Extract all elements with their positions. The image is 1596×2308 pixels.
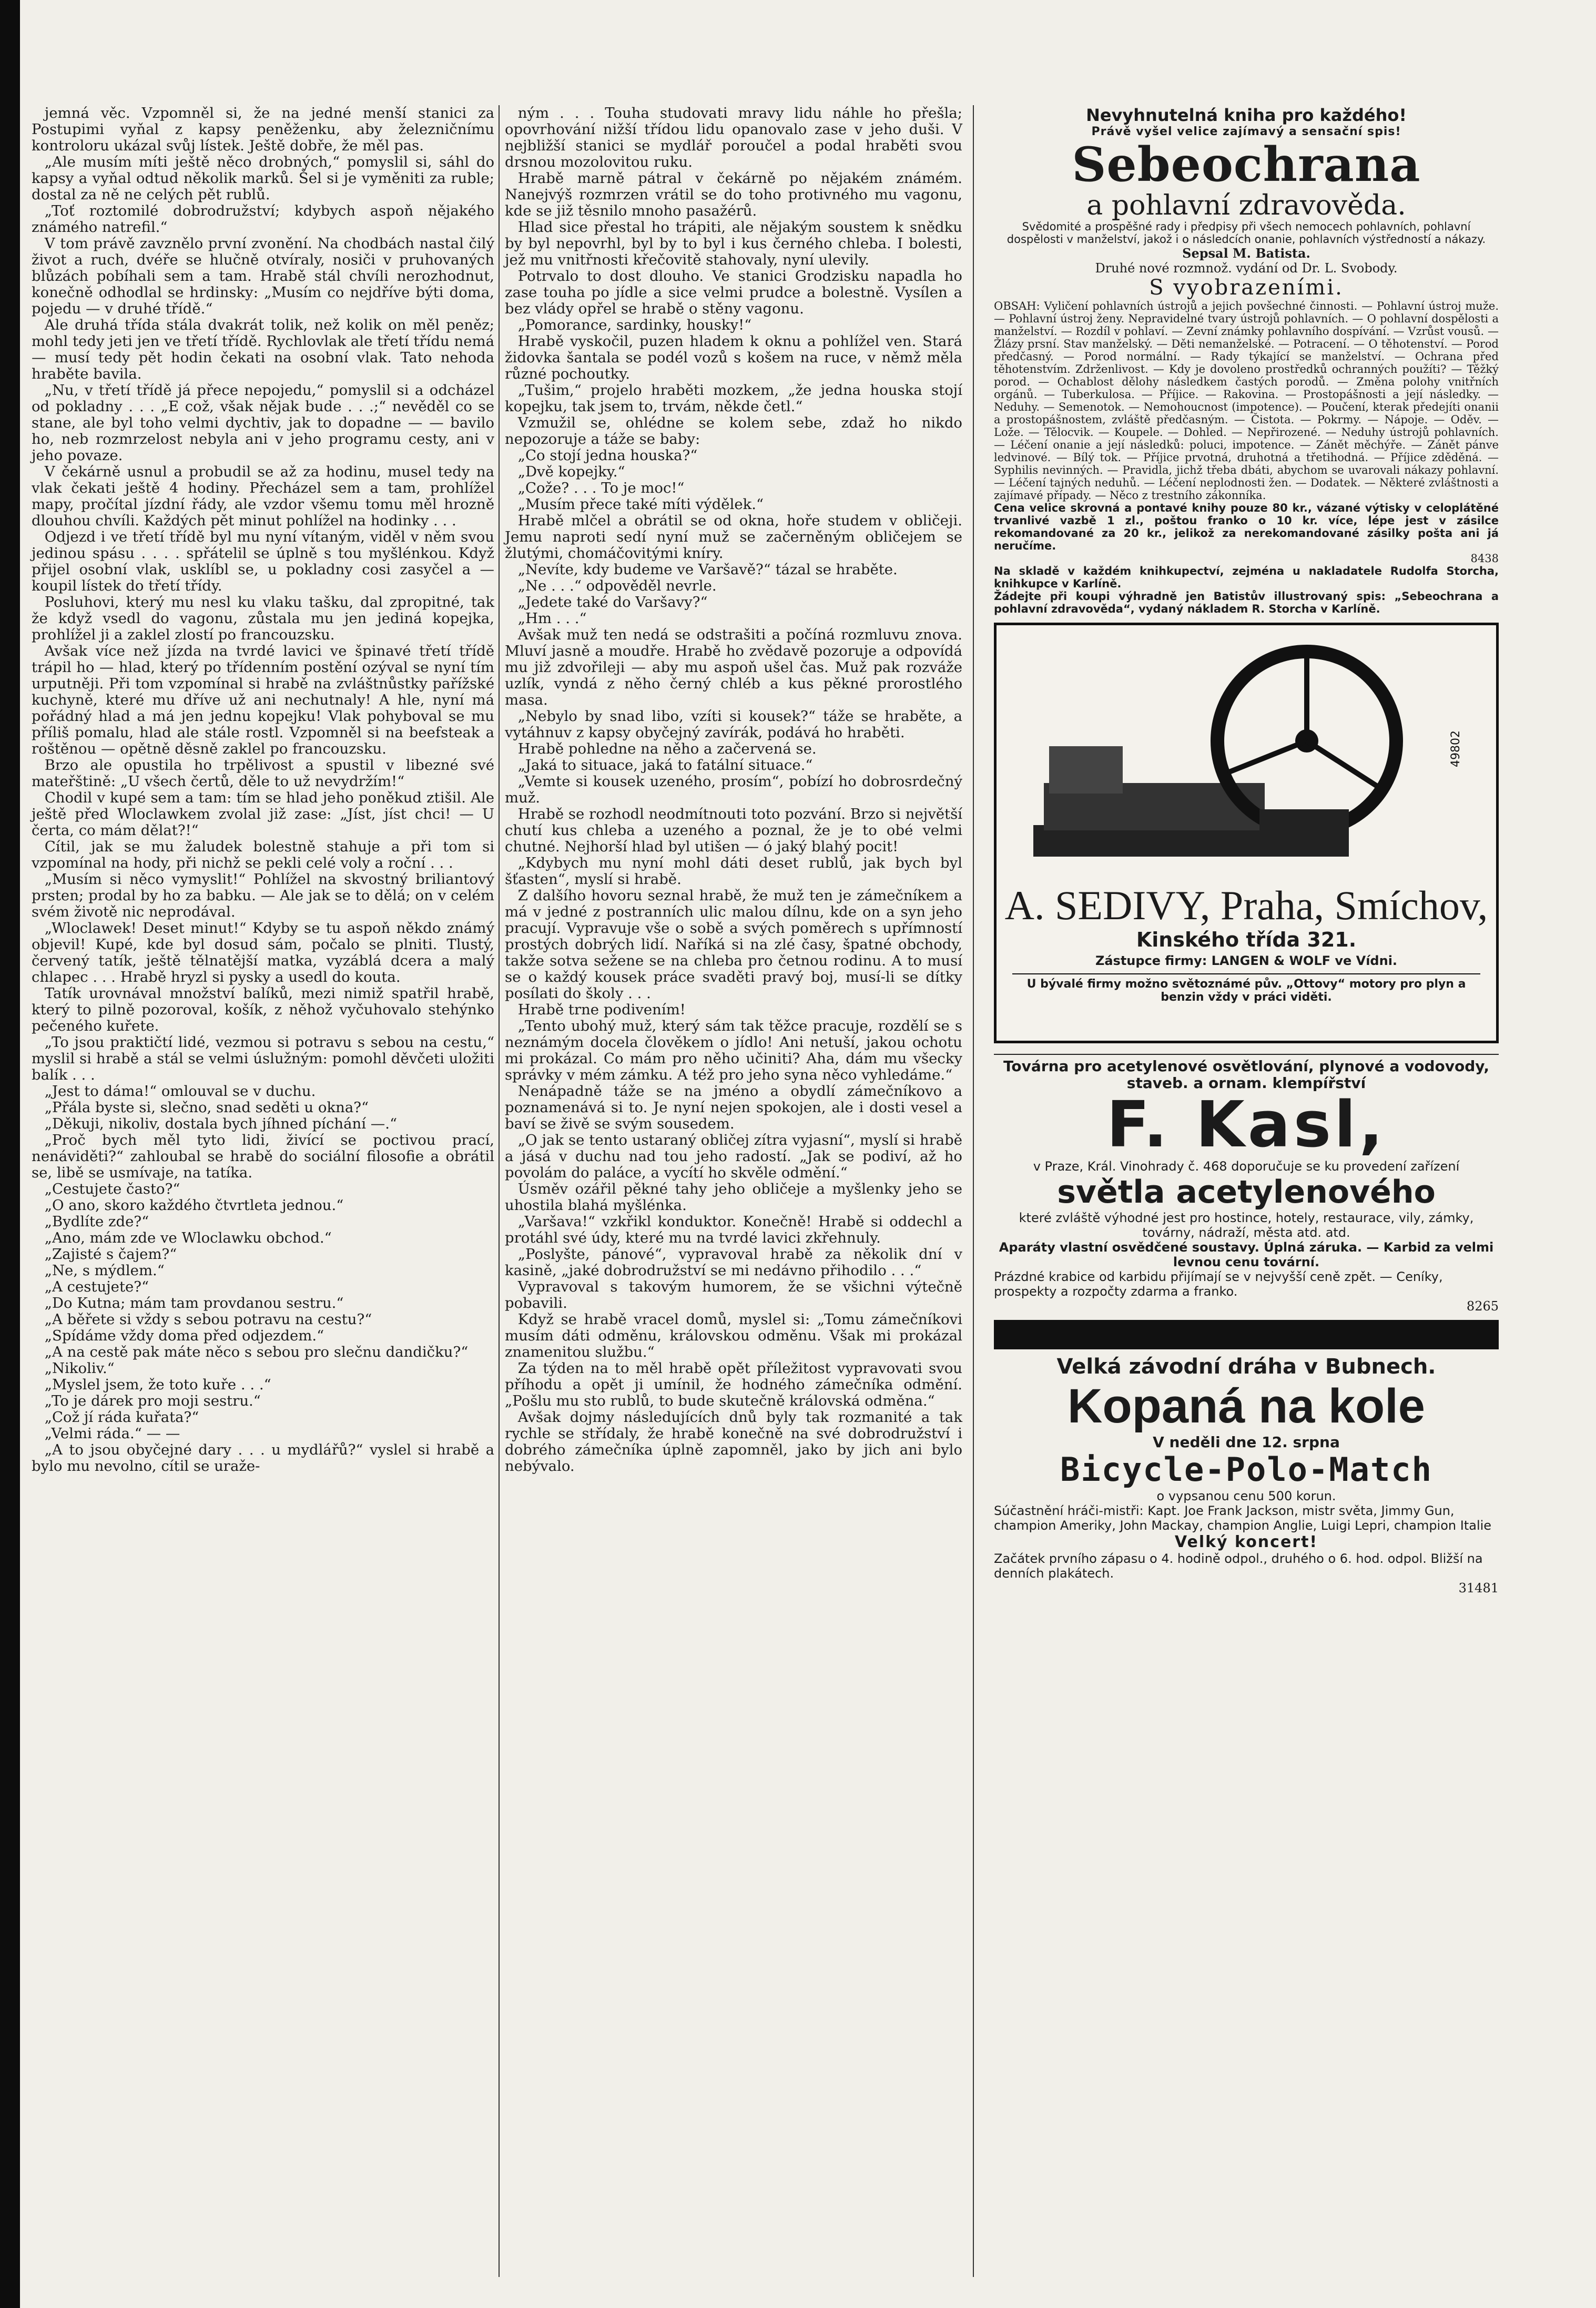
ad-request: Žádejte při koupi výhradně jen Batistův illustrovaný spis: „Sebeochrana a pohlavní zdravověda“, vydaný nákladem R. Storcha v Karlíně. bbox=[994, 590, 1499, 615]
paragraph: „Kdybych mu nyní mohl dáti deset rublů, jak bych byl šťasten“, myslí si hrabě. bbox=[505, 855, 962, 888]
paragraph: „Proč bych měl tyto lidi, živící se poctivou prací, nenáviděti?“ zahloubal se hrabě do sociální filosofie a obrátil se, libě se usmívaje, na tatíka. bbox=[32, 1132, 494, 1181]
ad-concert: Velký koncert! bbox=[1174, 1533, 1318, 1551]
dialogue-line: „To je dárek pro moji sestru.“ bbox=[44, 1392, 261, 1409]
ad-prize: o vypsanou cenu 500 korun. bbox=[1156, 1489, 1336, 1503]
newspaper-page bbox=[32, 84, 1588, 2293]
ad-code: 8438 bbox=[1470, 552, 1499, 565]
paragraph: V čekárně usnul a probudil se až za hodinu, musel tedy na vlak čekati ještě 4 hodiny. Přecházel sem a tam, prohlížel mapy, pročítal jízdní řády, ale vzdor všemu tomu měl hrozně dlouhou chvíli. Každých pět minut pohlížel na hodinky . . . bbox=[32, 463, 494, 529]
ad-stock: Na skladě v každém knihkupectví, zejména u nakladatele Rudolfa Storcha, knihkupce v Karlíně. bbox=[994, 565, 1499, 590]
paragraph: Cítil, jak se mu žaludek bolestně stahuje a při tom si vzpomínal na hody, při nichž se pekli celé voly a roční . . . bbox=[32, 838, 494, 871]
advertisement-column bbox=[994, 105, 1499, 1595]
paragraph: Ale druhá třída stála dvakrát tolik, než kolik on měl peněz; mohl tedy jeti jen ve třetí třídě. Rychlovlak ale třetí třídu nemá — musí tedy pět hodin čekati na osobní vlak. Tato nehoda hraběte bavila. bbox=[32, 317, 494, 382]
ad-black-bar bbox=[994, 1320, 1499, 1349]
paragraph: Odjezd i ve třetí třídě byl mu nyní vítaným, viděl v něm svou jedinou spásu . . . . spřátelil se úplně s tou myšlénkou. Když přijel osobní vlak, usklíbl se, u pokladny cosi zasyčel a — koupil lístek do třetí třídy. bbox=[32, 528, 494, 594]
dialogue-line: „Cestujete často?“ bbox=[44, 1181, 180, 1197]
paragraph: „O jak se tento ustaraný obličej zítra vyjasní“, myslí si hrabě a jásá v duchu nad tou jeho radostí. „Jak se podiví, až ho povolám do paláce, a vycítí ho skvěle odmění.“ bbox=[505, 1132, 962, 1181]
dialogue-line: „Ne . . .“ odpověděl nevrle. bbox=[517, 577, 717, 594]
paragraph: „Tento ubohý muž, který sám tak těžce pracuje, rozdělí se s neznámým docela člověkem o jídlo! Ani netuší, jakou ochotu mi prokázal. Co mám pro něho učiniti? Aha, dám mu všecky správky v mém zámku. A též pro jeho syna něco vyhledáme.“ bbox=[505, 1018, 962, 1083]
paragraph: Posluhovi, který mu nesl ku vlaku tašku, dal zpropitné, tak že když vsedl do vagonu, zůstala mu jen jediná kopejka, prohlížel ji a zaklel zlostí po francouzsku. bbox=[32, 594, 494, 643]
ad-headline: Továrna pro acetylenové osvětlování, plynové a vodovody, staveb. a ornam. klempířství bbox=[1003, 1058, 1489, 1092]
paragraph: „Wloclawek! Deset minut!“ Kdyby se tu aspoň někdo známý objevil! Kupé, kde byl dosud sám, počalo se plniti. Tlustý, červený tatík, ještě tělnatější matka, vyzáblá dcera a malý chlapec . . . Hrabě hryzl si pysky a usedl do kouta. bbox=[32, 920, 494, 985]
dialogue-line: „Jedete také do Varšavy?“ bbox=[517, 594, 708, 611]
dialogue-line: „A běřete si vždy s sebou potravu na cestu?“ bbox=[44, 1311, 372, 1328]
dialogue-line: „Což jí ráda kuřata?“ bbox=[44, 1409, 199, 1426]
dialogue-line: „Jaká to situace, jaká to fatální situace.“ bbox=[517, 757, 813, 774]
ad-note: U bývalé firmy možno světoznámé pův. „Ottovy“ motory pro plyn a benzin vždy v práci viděti. bbox=[1012, 973, 1480, 1004]
dialogue-line: „Děkuji, nikoliv, dostala bych jíhned píchání —.“ bbox=[44, 1115, 398, 1132]
ad-code: 8265 bbox=[1466, 1299, 1499, 1314]
ad-address: v Praze, Král. Vinohrady č. 468 doporučuje se ku provedení zařízení bbox=[1033, 1159, 1460, 1174]
dialogue-line: „A cestujete?“ bbox=[44, 1278, 149, 1295]
ad-company-name: A. SEDIVY, Praha, Smíchov, bbox=[1004, 882, 1488, 928]
paragraph: „Toť roztomilé dobrodružství; kdybych aspoň nějakého známého natrefil.“ bbox=[32, 202, 494, 236]
paragraph: „Poslyšte, pánové“, vypravoval hrabě za několik dní v kasině, „jaké dobrodružství se mi nedávno přihodilo . . .“ bbox=[505, 1246, 962, 1279]
ad-subtitle: a pohlavní zdravověda. bbox=[1086, 190, 1406, 221]
paragraph: ným . . . Touha studovati mravy lidu náhle ho přešla; opovrhování nižší třídou lidu opanovalo zase v jeho duši. V nejbližší stanici se mydlář poroučel a podal hraběti svou drsnou mozolovitou ruku. bbox=[505, 105, 962, 170]
paragraph: Hrabě mlčel a obrátil se od okna, hoře studem v obličeji. Jemu naproti sedí nyní muž se začerněným obličejem se žlutými, chomáčovitými kníry. bbox=[505, 512, 962, 562]
paragraph: Tatík urovnával množství balíků, mezi nimiž spatřil hrabě, který to pilně pozoroval, košík, z něhož vyčuhovalo stehýnko pečeného kuřete. bbox=[32, 985, 494, 1034]
dialogue-line: „Přála byste si, slečno, snad seděti u okna?“ bbox=[44, 1099, 369, 1116]
paragraph: „Nu, v třetí třídě já přece nepojedu,“ pomyslil si a odcházel od pokladny . . . „E což, však nějak bude . . .;“ nevěděl co se stane, ale byl toho velmi dychtiv, jak to dopadne — — bavilo ho, neb rozmrzelost nebyla ani v jeho programu cesty, ani v jeho povaze. bbox=[32, 382, 494, 464]
paragraph: Chodil v kupé sem a tam: tím se hlad jeho poněkud ztišil. Ale ještě před Wloclawkem zvolal již zase: „Jíst, jíst chci! — U čerta, co mám dělat?!“ bbox=[32, 789, 494, 839]
ad-representatives: Zástupce firmy: LANGEN & WOLF ve Vídni. bbox=[1095, 953, 1398, 968]
dialogue-line: „Myslel jsem, že toto kuře . . .“ bbox=[44, 1376, 271, 1393]
story-column-1 bbox=[32, 105, 494, 1475]
ad-tail: Prázdné krabice od karbidu přijímají se v nejvyšší ceně zpět. — Ceníky, prospekty a rozpočty zdarma a franko. bbox=[994, 1269, 1443, 1299]
ad-title: Velká závodní dráha v Bubnech. bbox=[1056, 1355, 1436, 1379]
paragraph: Za týden na to měl hrabě opět příležitost vypravovati svou příhodu a opět ji umínil, že hodného zámečníka odmění. „Pošlu mu sto rublů, to bude skutečně královská odměna.“ bbox=[505, 1360, 962, 1409]
paragraph: Hrabě se rozhodl neodmítnouti toto pozvání. Brzo si největší chutí kus chleba a uzeného a poznal, že je to obé velmi chutné. Nejhorší hlad byl utišen — ó jaký blahý pocit! bbox=[505, 806, 962, 855]
ad-bicycle-polo bbox=[994, 1355, 1499, 1595]
ad-header: Nevyhnutelná kniha pro každého! bbox=[1086, 105, 1407, 125]
paragraph: „Tušim,“ projelo hraběti mozkem, „že jedna houska stojí kopejku, tak jsem to, trvám, někde četl.“ bbox=[505, 382, 962, 415]
dialogue-line: „Jest to dáma!“ omlouval se v duchu. bbox=[44, 1083, 316, 1100]
ad-start: Začátek prvního zápasu o 4. hodině odpol., druhého o 6. hod. odpol. Bližší na denních plakátech. bbox=[994, 1551, 1483, 1581]
dialogue-line: „Ne, s mýdlem.“ bbox=[44, 1262, 165, 1279]
paragraph: Avšak muž ten nedá se odstrašiti a počíná rozmluvu znova. Mluví jasně a moudře. Hrabě ho zvědavě pozoruje a odpovídá mu již zdvořileji — aby mu aspoň ušel čas. Muž pak rozváže uzlík, vyndá z něho černý chléb a kus pěkné prorostlého masa. bbox=[505, 626, 962, 708]
dialogue-line: „Zajisté s čajem?“ bbox=[44, 1246, 177, 1263]
paragraph: Hrabě pohledne na něho a začervená se. bbox=[517, 740, 817, 757]
gas-engine-illustration bbox=[1012, 636, 1486, 878]
ad-contents: OBSAH: Vyličení pohlavních ústrojů a jejich povšechné činnosti. — Pohlavní ústroj muže. — Pohlavní ústroj ženy. Nepravidelné tvary ústrojů pohlavních. — O pohlavní dospělosti a manželství. — Rozdíl v pohlaví. — Zevní známky pohlavního dospívání. — Vzrůst vousů. — Žlázy prsní. Stav manželský. — Děti nemanželské. — Potracení. — O těhotenství. — Porod předčasný. — Porod normální. — Rady týkající se manželství. — Ochrana před těhotenstvím. Zdrženlivost. — Kdy je dovoleno prostředků ochranných použíti? — Těžký porod. — Ochablost dělohy následkem častých porodů. — Změna polohy vnitřních orgánů. — Tuberkulosa. — Příjice. — Rakovina. — Prostopášnosti a její následky. — Neduhy. — Semenotok. — Nemohoucnost (impotence). — Poučení, kterak předejíti onanii a prostopášnostem, zvláště předčasným. — Čistota. — Pokrmy. — Nápoje. — Oděv. — Lože. — Tělocvik. — Koupele. — Dohled. — Nepřirozené. — Neduhy ústrojů pohlavních. — Léčení onanie a její následků: poluci, impotence. — Zánět měchýře. — Zánět pánve ledvinové. — Bílý tok. — Příjice prvotná, druhotná a třetihodná. — Příjice zděděná. — Syphilis nevinných. — Pravidla, jichž třeba dbáti, abychom se uvarovali nákazy pohlavní. — Léčení tajných neduhů. — Léčení neplodnosti žen. — Dodatek. — Některé zvláštnosti a zajímavé případy. — Něco z trestního zákonníka. bbox=[994, 300, 1499, 502]
dialogue-line: „O ano, skoro každého čtvrtleta jednou.“ bbox=[44, 1197, 344, 1214]
dialogue-line: „Cože? . . . To je moc!“ bbox=[517, 480, 685, 496]
dialogue-line: „Co stojí jedna houska?“ bbox=[517, 447, 698, 464]
paragraph: Z dalšího hovoru seznal hrabě, že muž ten je zámečníkem a má v jedné z postranních ulic malou dílnu, kde on a syn jeho pracují. Vypravuje vše o sobě a svých poměrech s upřímností prostých dobrých lidí. Naříká si na zlé časy, špatné obchody, takže sotva sežene se na chleba pro četnou rodinu. A to musí se o každý kousek práce svaděti pravý boj, musí-li se dítky posílati do školy . . . bbox=[505, 887, 962, 1002]
paragraph: jemná věc. Vzpomněl si, že na jedné menší stanici za Postupimi vyňal z kapsy peněženku, aby železničnímu kontroloru ukázal svůj lístek. Ještě dobře, že měl pas. bbox=[32, 105, 494, 154]
paragraph: „Varšava!“ vzkřikl konduktor. Konečně! Hrabě si oddechl a protáhl své údy, které mu na tvrdé lavici zkřehnuly. bbox=[505, 1213, 962, 1246]
ad-date: V neděli dne 12. srpna bbox=[1153, 1433, 1340, 1451]
ad-apparatus: Aparáty vlastní osvědčené soustavy. Úplná záruka. — Karbid za velmi levnou cenu tovární. bbox=[999, 1240, 1494, 1269]
dialogue-line: „Pomorance, sardinky, housky!“ bbox=[517, 317, 752, 333]
paragraph: „Ale musím míti ještě něco drobných,“ pomyslil si, sáhl do kapsy a vyňal odtud několik marků. Šel si je vyměniti za ruble; dostal za ně ne celých pět rublů. bbox=[32, 154, 494, 203]
paragraph: Hlad sice přestal ho trápiti, ale nějakým soustem k snědku by byl nepovrhl, byl by to byl i kus černého chleba. I bolesti, jež mu vnitřnosti křečovitě stahovaly, nyní ulevily. bbox=[505, 219, 962, 268]
paragraph: Hrabě vyskočil, puzen hladem k oknu a pohlížel ven. Stará židovka šantala se podél vozů s košem na ruce, v němž měla různé pochoutky. bbox=[505, 333, 962, 382]
dialogue-line: „Musím přece také míti výdělek.“ bbox=[517, 496, 764, 513]
ad-code: 31481 bbox=[1458, 1581, 1499, 1595]
paragraph: Potrvalo to dost dlouho. Ve stanici Grodzisku napadla ho zase touha po jídle a sice velmi prudce a bolestně. Vysílen a bez vlády opřel se hrabě o stěny vagonu. bbox=[505, 268, 962, 317]
paragraph: V tom právě zavznělo první zvonění. Na chodbách nastal čilý život a ruch, dvéře se hlučně otvíraly, nosiči v pruhovaných blůzách pobíhali sem a tam. Hrabě stál chvíli nerozhodnut, konečně odhodlal se hrdinsky: „Musím co nejdříve býti doma, pojedu — v druhé třídě.“ bbox=[32, 235, 494, 317]
ad-kasl bbox=[994, 1058, 1499, 1314]
paragraph: Hrabě trne podivením! bbox=[517, 1001, 686, 1018]
ad-divider bbox=[994, 1054, 1499, 1055]
ad-street: Kinského třída 321. bbox=[1136, 928, 1357, 951]
paragraph: Brzo ale opustila ho trpělivost a spustil v libezné své mateřštině: „U všech čertů, děle to už nevydržím!“ bbox=[32, 757, 494, 790]
story-column-2 bbox=[505, 105, 962, 1475]
paragraph: „Nebylo by snad libo, vzíti si kousek?“ táže se hraběte, a vytáhnuv z kapsy obyčejný zavírák, podává ho hraběti. bbox=[505, 708, 962, 741]
ad-big-title: Kopaná na kole bbox=[1068, 1379, 1425, 1433]
paragraph: Avšak více než jízda na tvrdé lavici ve špinavé třetí třídě trápil ho — hlad, který po třídenním postění ozýval se nyní tím urputněji. Při tom vzpomínal si hrabě na zvláštnůstky pařížské kuchyně, které mu dříve už ani nechutnaly! A hle, nyní má pořádný hlad a má jen jednu kopejku! Vlak pohyboval se mu příliš pomalu, hlad ale stále rostl. Vzpomněl si na beefsteak a roštěnou — opětně děsně zaklel po francouzsku. bbox=[32, 643, 494, 757]
paragraph: Vzmužil se, ohlédne se kolem sebe, zdaž ho nikdo nepozoruje a táže se baby: bbox=[505, 414, 962, 448]
dialogue-line: „Velmi ráda.“ — — bbox=[44, 1425, 180, 1442]
ad-players: Súčastnění hráči-mistři: Kapt. Joe Frank Jackson, mistr světa, Jimmy Gun, champion Ameriky, John Mackay, champion Anglie, Luigi Lepri, champion Italie bbox=[994, 1503, 1492, 1533]
dialogue-line: „Ano, mám zde ve Wloclawku obchod.“ bbox=[44, 1229, 332, 1246]
column-rule bbox=[499, 105, 500, 2277]
dialogue-line: „Hm . . .“ bbox=[517, 610, 587, 627]
paragraph: „To jsou praktičtí lidé, vezmou si potravu s sebou na cestu,“ myslil si hrabě a stál se velmi úslužným: pomohl děvčeti uložiti balík . . . bbox=[32, 1034, 494, 1083]
paragraph: Avšak dojmy následujících dnů byly tak rozmanité a tak rychle se střídaly, že hrabě konečně na své dobrodružství i dobrého zámečníka úplně zapomněl, jako by jich ani bylo nebývalo. bbox=[505, 1409, 962, 1475]
ad-event: Bicycle-Polo-Match bbox=[1060, 1450, 1432, 1489]
paragraph: Úsměv ozářil pěkné tahy jeho obličeje a myšlenky jeho se uhostila blahá myšlénka. bbox=[505, 1181, 962, 1214]
dialogue-line: „A na cestě pak máte něco s sebou pro slečnu dandičku?“ bbox=[44, 1344, 469, 1360]
dialogue-line: „Nikoliv.“ bbox=[44, 1360, 115, 1377]
ad-edition: Druhé nové rozmnož. vydání od Dr. L. Svobody. bbox=[1095, 261, 1398, 276]
scan-border bbox=[0, 0, 20, 2308]
ad-description: Svědomité a prospěšné rady i předpisy při všech nemocech pohlavních, pohlavní dospělosti v manželství, jakož i o následcích onanie, pohlavních výstředností a nákazy. bbox=[1007, 220, 1486, 246]
ad-subheader: Právě vyšel velice zajímavý a sensační spis! bbox=[1091, 125, 1401, 138]
ad-price: Cena velice skrovná a pontavé knihy pouze 80 kr., vázané výtisky v celoplátěné trvanlivé vazbě 1 zl., poštou franko o 10 kr. více, lépe jest v zásilce rekomandované za 20 kr., jelikož za nerekomandované zásilky pošta ani já neručíme. bbox=[994, 502, 1499, 552]
ad-sedivy bbox=[994, 623, 1499, 1043]
ad-illustrations: S vyobrazeními. bbox=[1149, 276, 1344, 300]
dialogue-line: „Dvě kopejky.“ bbox=[517, 463, 625, 480]
column-rule bbox=[973, 105, 974, 2277]
paragraph: Vypravoval s takovým humorem, že se všichni výtečně pobavili. bbox=[505, 1278, 962, 1311]
paragraph: „A to jsou obyčejné dary . . . u mydlářů?“ vyslel si hrabě a bylo mu nevolno, cítil se uraže- bbox=[32, 1441, 494, 1475]
dialogue-line: „Bydlíte zde?“ bbox=[44, 1213, 149, 1230]
dialogue-line: „Do Kutna; mám tam provdanou sestru.“ bbox=[44, 1295, 344, 1311]
ad-author: Sepsal M. Batista. bbox=[1182, 246, 1310, 261]
paragraph: Hrabě marně pátral v čekárně po nějakém známém. Nanejvýš rozmrzen vrátil se do toho protivného mu vagonu, kde se již těsnilo mnoho pasažérů. bbox=[505, 170, 962, 219]
paragraph: „Musím si něco vymyslit!“ Pohlížel na skvostný briliantový prsten; prodal by ho za babku. — Ale jak se to dělá; on v celém svém životě nic neprodával. bbox=[32, 871, 494, 920]
paragraph: „Vemte si kousek uzeného, prosím“, pobízí ho dobrosrdečný muž. bbox=[505, 773, 962, 806]
ad-serial: 49802 bbox=[1449, 730, 1462, 767]
ad-product: světla acetylenového bbox=[1057, 1174, 1436, 1211]
paragraph: Když se hrabě vracel domů, myslel si: „Tomu zámečníkovi musím dáti odměnu, královskou odměnu. Však mi prokázal znamenitou službu.“ bbox=[505, 1311, 962, 1360]
paragraph: Nenápadně táže se na jméno a obydlí zámečníkovo a poznamenává si to. Je nyní nejen spokojen, ale i dosti vesel a baví se živě se svým sousedem. bbox=[505, 1083, 962, 1132]
ad-body: které zvláště výhodné jest pro hostince, hotely, restaurace, vily, zámky, továrny, nádraží, města atd. atd. bbox=[1019, 1211, 1474, 1240]
dialogue-line: „Spídáme vždy doma před odjezdem.“ bbox=[44, 1327, 324, 1344]
ad-company-name: F. Kasl, bbox=[1106, 1089, 1386, 1162]
dialogue-line: „Nevíte, kdy budeme ve Varšavě?“ tázal se hraběte. bbox=[517, 561, 898, 578]
ad-title: Sebeochrana bbox=[1072, 137, 1421, 192]
ad-sebeochrana bbox=[994, 105, 1499, 615]
